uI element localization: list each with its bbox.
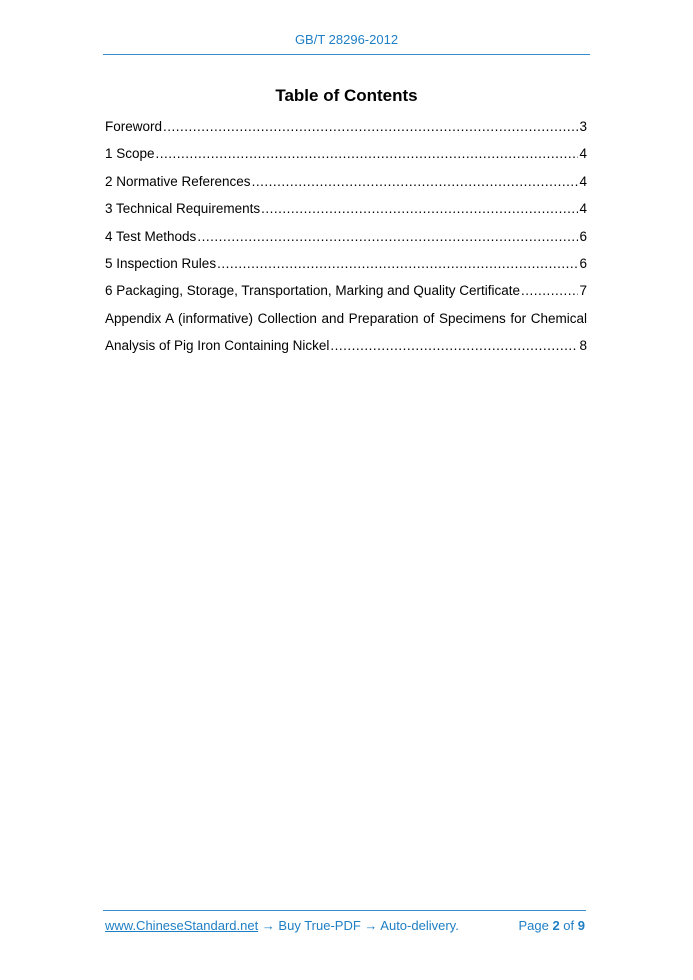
toc-entry-page: 7 (579, 283, 587, 299)
footer-promo (105, 918, 459, 933)
toc-entry-foreword[interactable] (105, 117, 587, 144)
toc-entry-page: 8 (579, 338, 587, 354)
toc-entry-label: 2 Normative References (105, 173, 251, 189)
page-of: of (563, 918, 575, 933)
toc-entry-appendix-a[interactable] (105, 309, 587, 364)
toc-entry-page: 4 (579, 173, 587, 189)
page-total: 9 (577, 918, 585, 933)
toc-entry-page: 3 (579, 119, 587, 134)
page-number (518, 918, 585, 933)
toc-entry-scope[interactable] (105, 144, 587, 171)
toc-entry-label: 3 Technical Requirements (105, 201, 261, 217)
toc-entry-label: 4 Test Methods (105, 228, 197, 244)
footer-promo-text: → Buy True-PDF → Auto-delivery. (258, 918, 459, 933)
toc-entry-label: Analysis of Pig Iron Containing Nickel (105, 338, 330, 354)
toc-entry-label: Foreword (105, 119, 163, 134)
page-current: 2 (552, 918, 560, 933)
toc-title: Table of Contents (275, 86, 418, 105)
toc-entry-page: 6 (579, 228, 587, 244)
toc-dot-leader (521, 281, 579, 301)
page-footer (105, 918, 585, 933)
table-of-contents (105, 117, 587, 364)
toc-entry-page: 4 (579, 201, 587, 217)
toc-entry-normative-references[interactable] (105, 172, 587, 199)
toc-dot-leader (197, 227, 578, 247)
toc-entry-label: 6 Packaging, Storage, Transportation, Marking and Quality Certificate (105, 283, 520, 299)
toc-entry-packaging[interactable] (105, 281, 587, 308)
toc-entry-label: Appendix A (informative) Collection and Preparation of Specimens for Chemical (105, 310, 587, 326)
toc-entry-line2 (105, 336, 587, 363)
toc-entry-label: 1 Scope (105, 146, 155, 162)
toc-entry-inspection-rules[interactable] (105, 254, 587, 281)
page-word: Page (518, 918, 549, 933)
document-code-header: GB/T 28296-2012 (294, 32, 399, 47)
toc-dot-leader (330, 336, 578, 356)
toc-entry-test-methods[interactable] (105, 227, 587, 254)
toc-entry-page: 6 (579, 255, 587, 271)
toc-dot-leader (217, 254, 578, 274)
toc-dot-leader (163, 117, 578, 137)
toc-entry-technical-requirements[interactable] (105, 199, 587, 226)
toc-entry-label: 5 Inspection Rules (105, 255, 217, 271)
toc-dot-leader (156, 144, 579, 164)
toc-dot-leader (261, 199, 578, 219)
header-divider (103, 54, 590, 55)
toc-entry-page: 4 (579, 146, 587, 162)
footer-divider (103, 910, 586, 911)
toc-dot-leader (252, 172, 579, 192)
website-link[interactable]: www.ChineseStandard.net (105, 918, 259, 933)
